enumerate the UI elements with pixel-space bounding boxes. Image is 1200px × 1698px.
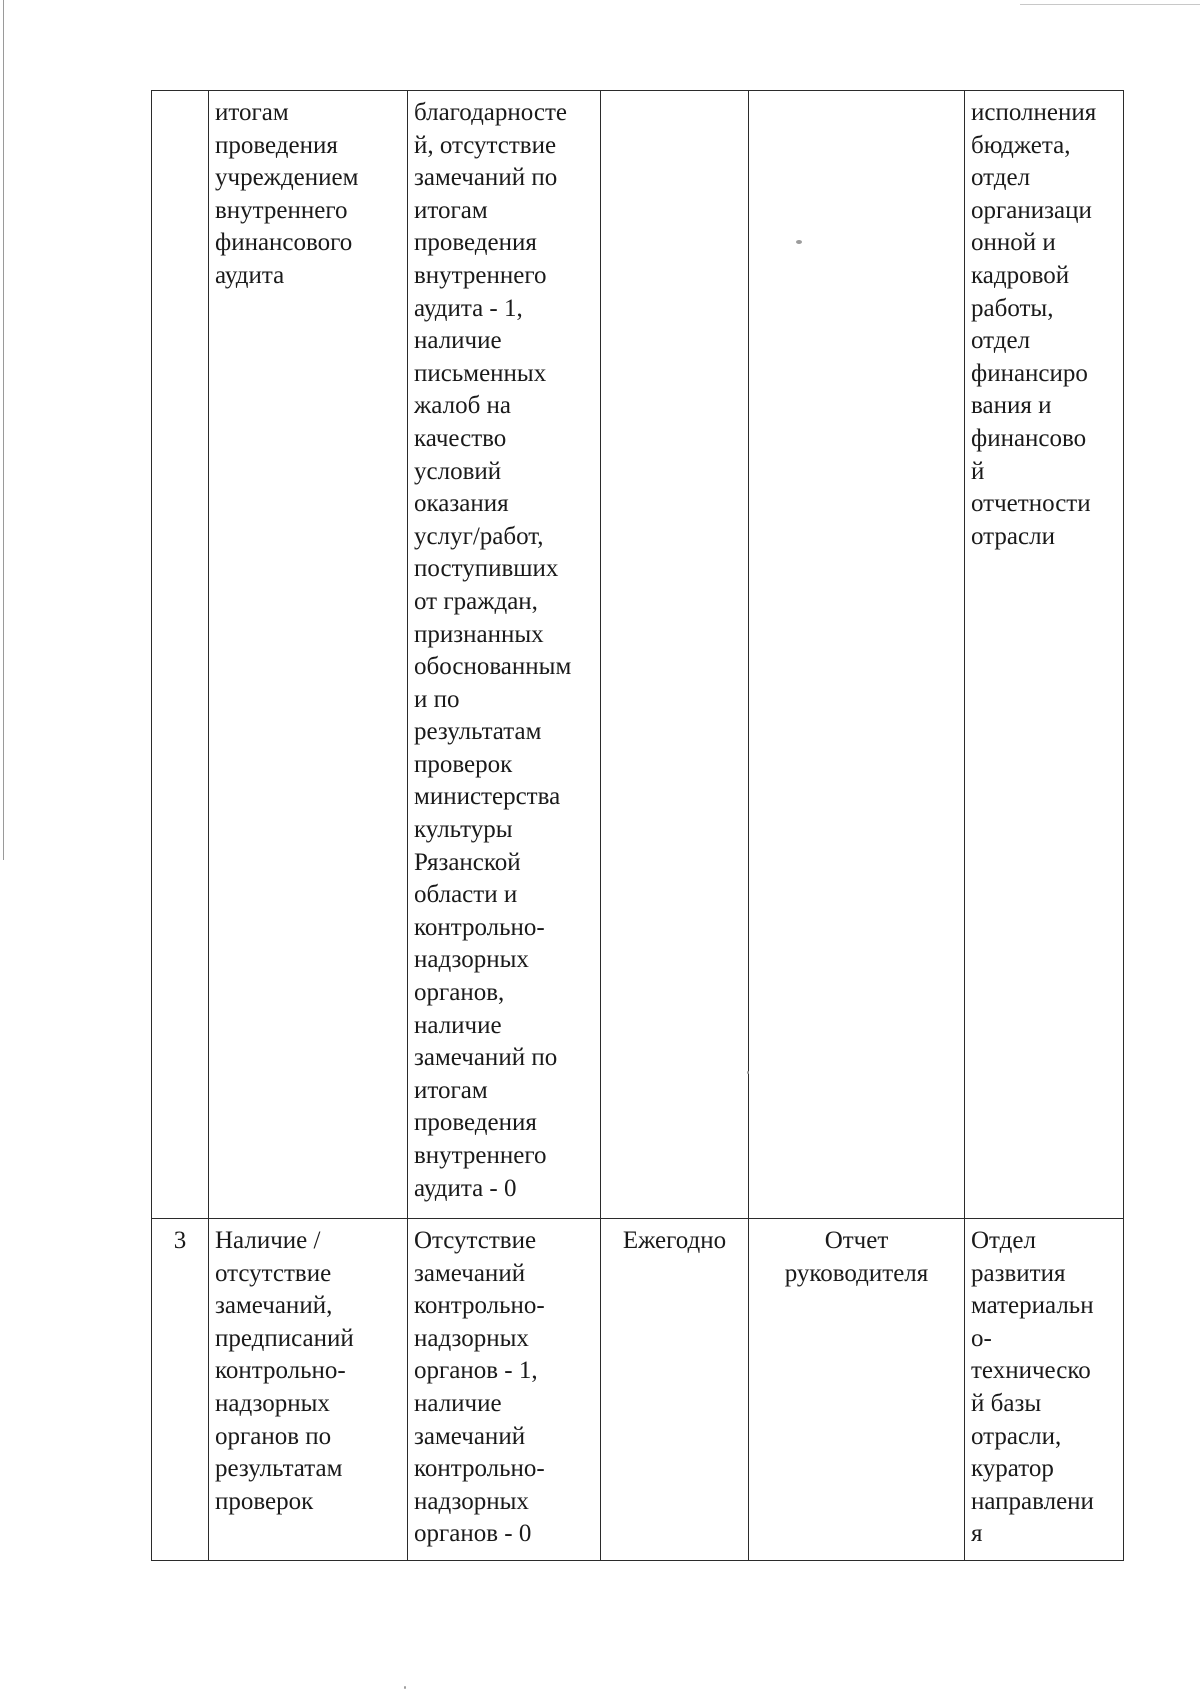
indicator-text: итогам проведения учреждением внутреннего финансового аудита [215,99,359,289]
responsible-text: Отдел развития материальн о- техническо й базы отрасли, куратор направлени я [971,1227,1094,1548]
source-cell [749,91,965,1219]
indicator-cell [209,91,408,1219]
row-number-cell [152,91,209,1219]
source-text: Отчет руководителя [784,1227,929,1287]
scan-edge-top [1020,4,1200,5]
scan-edge-left [3,0,4,860]
responsible-cell [965,91,1124,1219]
responsible-text: исполнения бюджета, отдел организаци онной и кадровой работы, отдел финансиро вания и финансово й отчетности отрасли [971,99,1097,550]
period-text: Ежегодно [622,1227,727,1254]
criteria-text: благодарносте й, отсутствие замечаний по итогам проведения внутреннего аудита - 1, наличие письменных жалоб на качество условий оказания услуг/работ, поступивших от граждан, признанных обоснованным и по результатам проверок министерства культуры Рязанской области и контрольно- надзорных органов, наличие замечаний по итогам проведения внутреннего аудита - 0 [414,99,572,1202]
row-number-cell [152,1219,209,1561]
criteria-table [151,90,1124,1561]
scan-speck [796,240,802,244]
responsible-cell [965,1219,1124,1561]
source-cell [749,1219,965,1561]
indicator-cell [209,1219,408,1561]
period-cell [601,1219,749,1561]
criteria-cell [408,91,601,1219]
criteria-text: Отсутствие замечаний контрольно- надзорных органов - 1, наличие замечаний контрольно- надзорных органов - 0 [414,1227,545,1548]
table-row [152,91,1124,1219]
criteria-cell [408,1219,601,1561]
indicator-text: Наличие / отсутствие замечаний, предписаний контрольно- надзорных органов по результатам проверок [215,1227,354,1515]
scan-speck [747,1071,749,1074]
period-cell [601,91,749,1219]
table-row [152,1219,1124,1561]
scan-speck [404,1686,406,1689]
row-number: 3 [173,1227,187,1254]
